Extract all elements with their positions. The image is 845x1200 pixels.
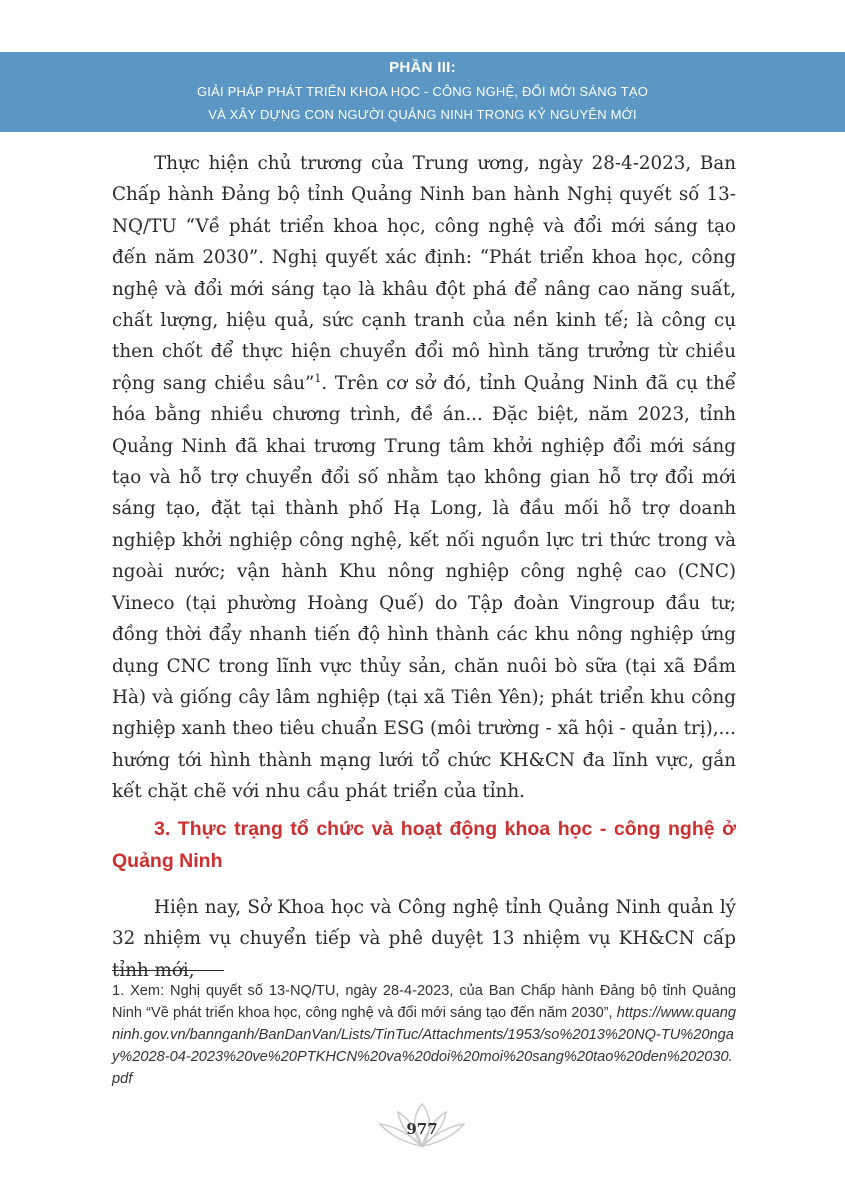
paragraph-1-text-a: Thực hiện chủ trương của Trung ương, ngày 28-4-2023, Ban Chấp hành Đảng bộ tỉnh Quảng Ninh ban hành Nghị quyết số 13-NQ/TU “Về phát triển khoa học, công nghệ và đổi mới sáng tạo đến năm 2030”. Nghị quyết xác định: “Phát triển khoa học, công nghệ và đổi mới sáng tạo là khâu đột phá để nâng cao năng suất, chất lượng, hiệu quả, sức cạnh tranh của nền kinh tế; là công cụ then chốt để thực hiện chuyển đổi mô hình tăng trưởng từ chiều rộng sang chiều sâu” [112, 153, 736, 394]
footnote-url-link[interactable]: https://www.quangninh.gov.vn/bannganh/BanDanVan/Lists/TinTuc/Attachments/1953/so%2013%20NQ-TU%20ngay%2028-04-2023%20ve%20PTKHCN%20va%20doi%20moi%20sang%20tao%20den%202030.pdf [112, 1005, 736, 1087]
paragraph-2-text: Hiện nay, Sở Khoa học và Công nghệ tỉnh Quảng Ninh quản lý 32 nhiệm vụ chuyển tiếp và phê duyệt 13 nhiệm vụ KH&CN cấp tỉnh mới, [112, 897, 736, 981]
section-heading-text: 3. Thực trạng tổ chức và hoạt động khoa học - công nghệ ở Quảng Ninh [112, 818, 736, 872]
chapter-header-band [0, 52, 845, 132]
part-subtitle-line-1: GIẢI PHÁP PHÁT TRIỂN KHOA HỌC - CÔNG NGHỆ, ĐỔI MỚI SÁNG TẠO [196, 84, 649, 99]
section-heading [112, 813, 736, 877]
paragraph-1-text-b: . Trên cơ sở đó, tỉnh Quảng Ninh đã cụ thể hóa bằng nhiều chương trình, đề án... Đặc biệt, năm 2023, tỉnh Quảng Ninh đã khai trương Trung tâm khởi nghiệp đổi mới sáng tạo và hỗ trợ chuyển đổi số nhằm tạo không gian hỗ trợ đổi mới sáng tạo, đặt tại thành phố Hạ Long, là đầu mối hỗ trợ doanh nghiệp khởi nghiệp công nghệ, kết nối nguồn lực tri thức trong và ngoài nước; vận hành Khu nông nghiệp công nghệ cao (CNC) Vineco (tại phường Hoàng Quế) do Tập đoàn Vingroup đầu tư; đồng thời đẩy nhanh tiến độ hình thành các khu nông nghiệp ứng dụng CNC trong lĩnh vực thủy sản, chăn nuôi bò sữa (tại xã Đầm Hà) và giống cây lâm nghiệp (tại xã Tiên Yên); phát triển khu công nghiệp xanh theo tiêu chuẩn ESG (môi trường - xã hội - quản trị),... hướng tới hình thành mạng lưới tổ chức KH&CN đa lĩnh vực, gắn kết chặt chẽ với nhu cầu phát triển của tỉnh. [112, 372, 736, 803]
body-paragraph-2 [112, 892, 736, 986]
body-paragraph-1 [112, 148, 736, 808]
footnote-text: 1. Xem: Nghị quyết số 13-NQ/TU, ngày 28-4-2023, của Ban Chấp hành Đảng bộ tỉnh Quảng Ninh “Về phát triển khoa học, công nghệ và đổi mới sáng tạo đến năm 2030”, [112, 983, 736, 1021]
footnote [112, 980, 736, 1090]
page-number: 977 [406, 1120, 438, 1138]
part-subtitle-line-2: VÀ XÂY DỰNG CON NGƯỜI QUẢNG NINH TRONG KỶ NGUYÊN MỚI [208, 107, 637, 122]
footnote-divider [112, 970, 224, 971]
part-title: PHẦN III: [389, 59, 456, 76]
footnote-reference[interactable]: 1 [314, 371, 322, 385]
